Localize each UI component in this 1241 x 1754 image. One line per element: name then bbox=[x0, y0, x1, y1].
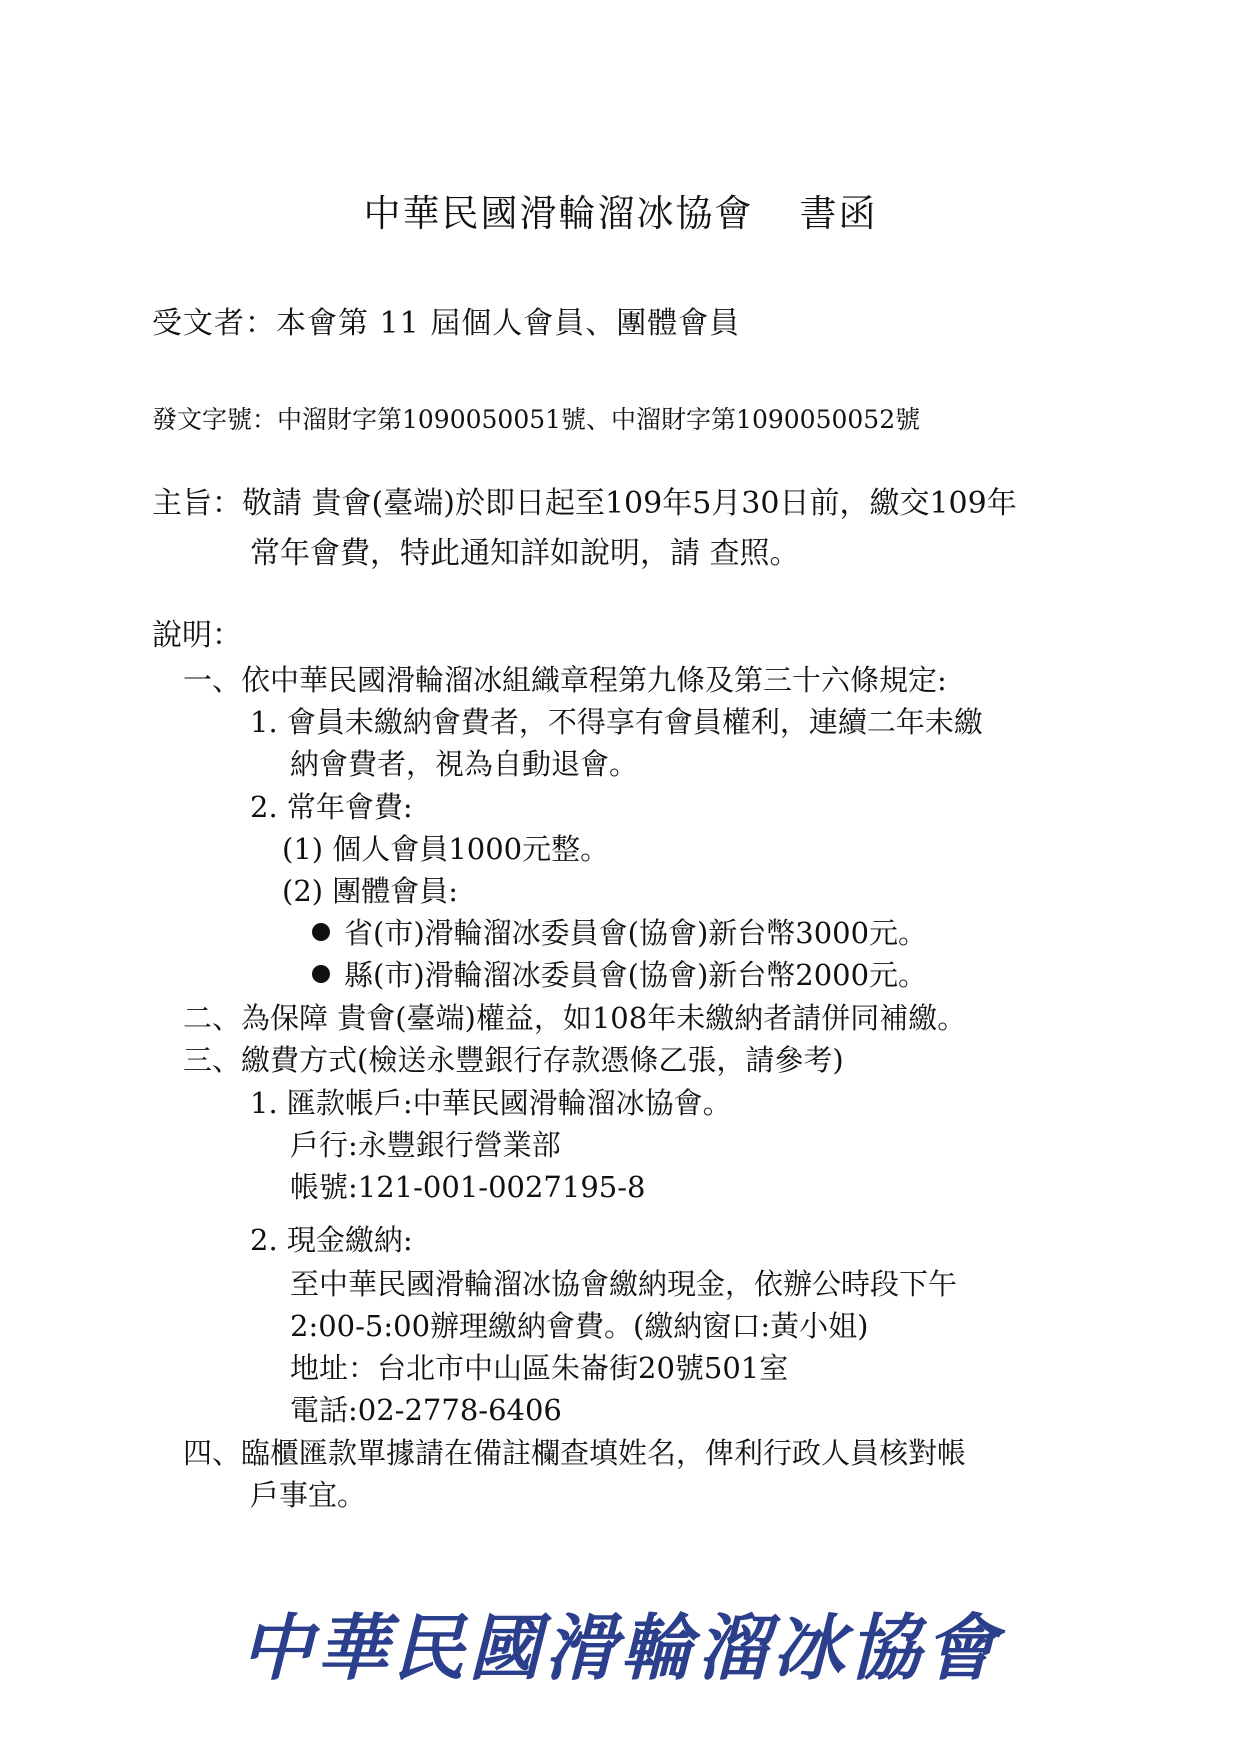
bullet-icon bbox=[312, 965, 330, 983]
explanation-item-3: 三、繳費方式(檢送永豐銀行存款憑條乙張，請參考) bbox=[183, 1043, 844, 1077]
payment-cash: 2. 現金繳納: bbox=[250, 1223, 413, 1257]
fee-group-provincial: 省(市)滑輪溜冰委員會(協會)新台幣3000元。 bbox=[312, 911, 927, 952]
payment-cash-detail-2: 2:00-5:00辦理繳納會費。(繳納窗口:黃小姐) bbox=[290, 1309, 869, 1343]
document-title bbox=[0, 183, 1241, 237]
explanation-item-2: 二、為保障 貴會(臺端)權益，如108年未繳納者請併同補繳。 bbox=[183, 1001, 967, 1035]
document-number-line: 發文字號：中溜財字第1090050051號、中溜財字第1090050052號 bbox=[152, 405, 921, 434]
explanation-item-1-2: 2. 常年會費: bbox=[250, 790, 413, 824]
payment-phone: 電話:02-2778-6406 bbox=[290, 1393, 562, 1427]
explanation-label: 說明： bbox=[152, 618, 242, 653]
title-organization: 中華民國滑輪溜冰協會 bbox=[363, 192, 754, 235]
fee-individual: (1) 個人會員1000元整。 bbox=[282, 832, 610, 866]
payment-address: 地址：台北市中山區朱崙街20號501室 bbox=[290, 1351, 789, 1385]
bullet-icon bbox=[312, 923, 330, 941]
subject-line-2: 常年會費，特此通知詳如說明，請 查照。 bbox=[250, 536, 800, 571]
payment-cash-detail-1: 至中華民國滑輪溜冰協會繳納現金，依辦公時段下午 bbox=[290, 1267, 958, 1301]
fee-group-county: 縣(市)滑輪溜冰委員會(協會)新台幣2000元。 bbox=[312, 953, 927, 994]
payment-remittance: 1. 匯款帳戶:中華民國滑輪溜冰協會。 bbox=[250, 1086, 732, 1120]
title-document-type: 書函 bbox=[799, 192, 878, 235]
subject-line-1: 主旨：敬請 貴會(臺端)於即日起至109年5月30日前，繳交109年 bbox=[152, 486, 1017, 521]
explanation-item-4: 四、臨櫃匯款單據請在備註欄查填姓名，俾利行政人員核對帳 bbox=[183, 1436, 967, 1470]
payment-account-number: 帳號:121-001-0027195-8 bbox=[290, 1170, 646, 1204]
explanation-item-1-1-cont: 納會費者，視為自動退會。 bbox=[290, 747, 639, 781]
explanation-item-1-1: 1. 會員未繳納會費者，不得享有會員權利，連續二年未繳 bbox=[250, 705, 983, 739]
explanation-item-1: 一、依中華民國滑輪溜冰組織章程第九條及第三十六條規定: bbox=[183, 663, 947, 697]
fee-group: (2) 團體會員: bbox=[282, 874, 459, 908]
explanation-item-4-cont: 戶事宜。 bbox=[250, 1478, 367, 1512]
organization-seal: 中華民國滑輪溜冰協會 bbox=[240, 1605, 1001, 1690]
recipient-line: 受文者：本會第 11 屆個人會員、團體會員 bbox=[152, 306, 741, 341]
payment-bank: 戶行:永豐銀行營業部 bbox=[290, 1128, 561, 1162]
